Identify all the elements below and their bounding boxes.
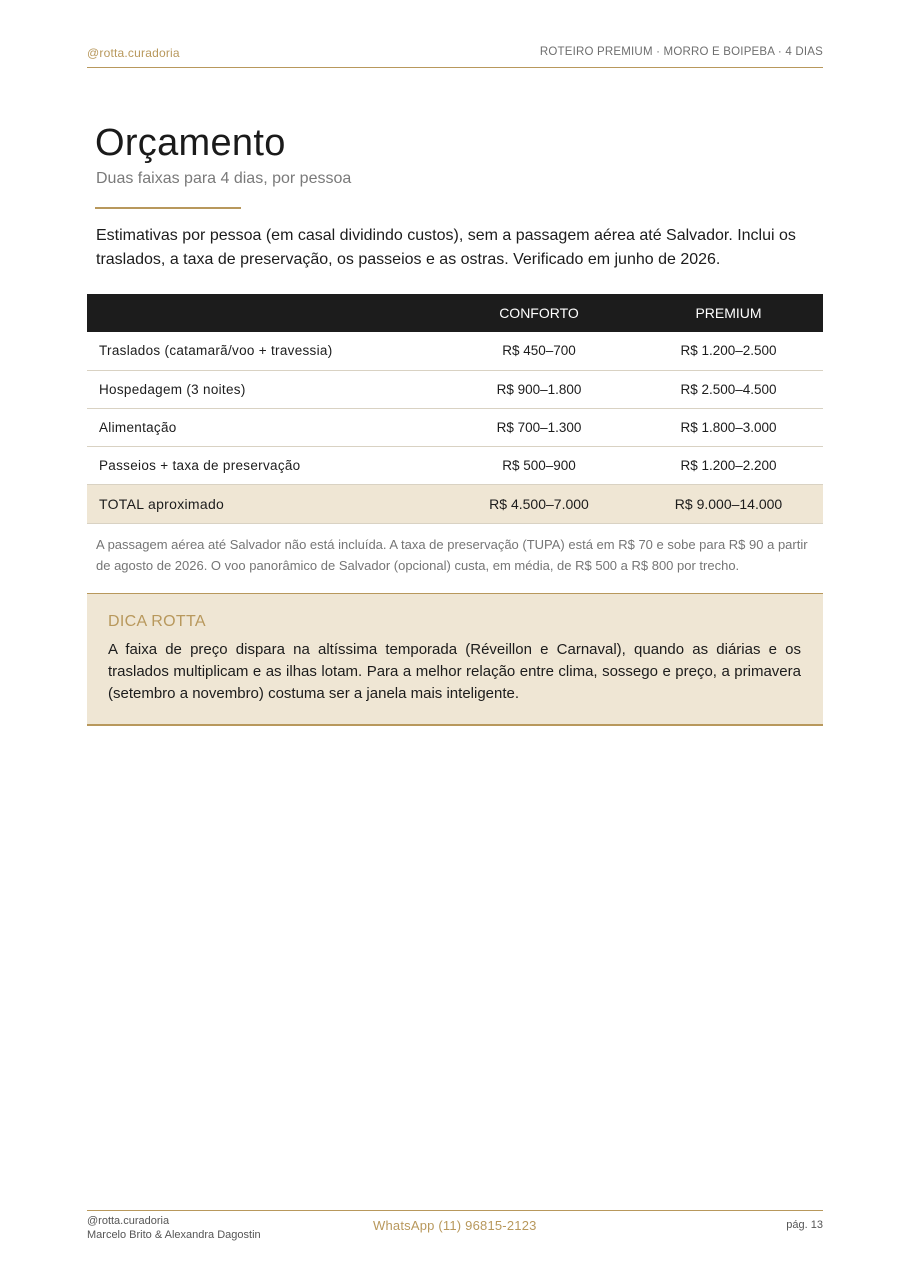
page-title: Orçamento: [95, 122, 286, 164]
row-conforto: R$ 700–1.300: [444, 408, 634, 446]
tip-title: DICA ROTTA: [108, 613, 206, 630]
table-row: [87, 408, 823, 446]
table-header-premium: PREMIUM: [634, 294, 823, 332]
tip-box: [87, 593, 823, 726]
table-total-row: [87, 484, 823, 523]
total-conforto: R$ 4.500–7.000: [444, 484, 634, 523]
page-subtitle: Duas faixas para 4 dias, por pessoa: [96, 170, 352, 187]
page-number: pág. 13: [786, 1219, 823, 1231]
row-item: Passeios + taxa de preservação: [87, 446, 444, 484]
row-premium: R$ 2.500–4.500: [634, 370, 823, 408]
tip-text: A faixa de preço dispara na altíssima temporada (Réveillon e Carnaval), quando as diárias e os traslados multiplicam e as ilhas lotam. Para a melhor relação entre clima, sossego e preço, a primavera (setembro a novembro) costuma ser a janela mais inteligente.: [108, 641, 801, 702]
table-row: [87, 332, 823, 370]
budget-table: [87, 294, 823, 524]
footer-whatsapp-link[interactable]: WhatsApp (11) 96815-2123: [373, 1218, 537, 1233]
intro-paragraph: Estimativas por pessoa (em casal dividindo custos), sem a passagem aérea até Salvador. Inclui os traslados, a taxa de preservação, os passeios e as ostras. Verificado em junho de 2026.: [96, 227, 796, 268]
row-premium: R$ 1.800–3.000: [634, 408, 823, 446]
total-premium: R$ 9.000–14.000: [634, 484, 823, 523]
page-footer: [87, 1210, 823, 1242]
table-row: [87, 446, 823, 484]
footer-brand: @rotta.curadoria: [87, 1215, 170, 1227]
table-header-row: [87, 294, 823, 332]
row-item: Alimentação: [87, 408, 444, 446]
table-header-item: [87, 294, 444, 332]
row-premium: R$ 1.200–2.200: [634, 446, 823, 484]
total-label: TOTAL aproximado: [87, 484, 444, 523]
row-conforto: R$ 450–700: [444, 332, 634, 370]
header-document-title: ROTEIRO PREMIUM · MORRO E BOIPEBA · 4 DIAS: [539, 46, 823, 58]
table-row: [87, 370, 823, 408]
table-header-conforto: CONFORTO: [444, 294, 634, 332]
row-item: Hospedagem (3 noites): [87, 370, 444, 408]
row-conforto: R$ 900–1.800: [444, 370, 634, 408]
page-header: [87, 46, 823, 68]
header-brand: @rotta.curadoria: [87, 46, 180, 60]
footer-credits: [87, 1214, 261, 1242]
row-premium: R$ 1.200–2.500: [634, 332, 823, 370]
title-divider: [95, 207, 241, 209]
footer-authors: Marcelo Brito & Alexandra Dagostin: [87, 1229, 261, 1241]
table-footnote: A passagem aérea até Salvador não está incluída. A taxa de preservação (TUPA) está em R$ 70 e sobe para R$ 90 a partir de agosto de 2026. O voo panorâmico de Salvador (opcional) custa, em média, de R$ 500 a R$ 800 por trecho.: [96, 537, 808, 573]
row-item: Traslados (catamarã/voo + travessia): [87, 332, 444, 370]
row-conforto: R$ 500–900: [444, 446, 634, 484]
